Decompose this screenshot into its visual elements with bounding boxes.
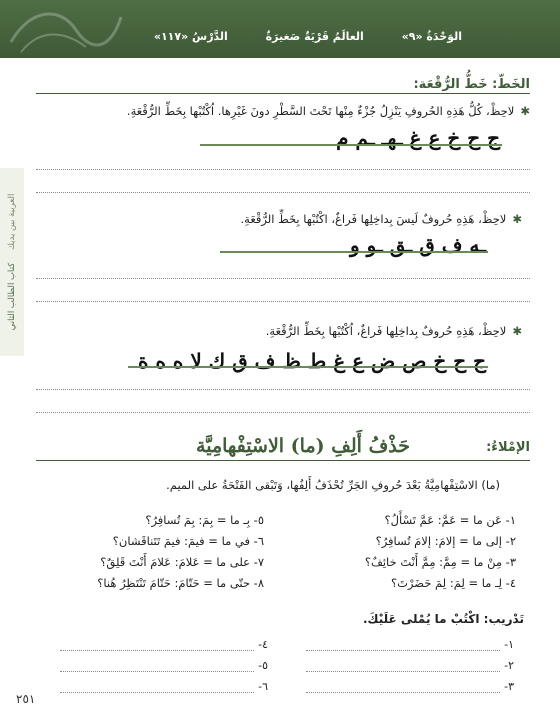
writing-line[interactable] bbox=[36, 412, 530, 413]
example-3: ٣- مِنْ ما = مِمَّ: مِمَّ أَنْتَ خائِفٌ؟ bbox=[364, 555, 516, 569]
practice-answer-line[interactable] bbox=[306, 671, 500, 672]
practice-answer-line[interactable] bbox=[60, 650, 254, 651]
example-1: ١- عَن ما = عَمَّ: عَمَّ تَسْأَلُ؟ bbox=[384, 513, 516, 527]
instruction-text: لاحِظْ، كُلُّ هَذِهِ الحُروفِ يَنْزِلُ جُزْءٌ مِنْها تَحْتَ السَّطْرِ دونَ غَيْرِها. اُكْتُبْها بِخَطِّ الرُّقْعَةِ. bbox=[126, 104, 515, 118]
practice-label-3: ٣- bbox=[504, 680, 514, 693]
practice-label-2: ٢- bbox=[504, 659, 514, 672]
example-7: ٧- على ما = عَلامَ: عَلامَ أَنْتَ قَلِقٌ؟ bbox=[100, 555, 264, 569]
star-icon: ✱ bbox=[520, 104, 530, 118]
calligraphy-title: الخَطّ: خَطُّ الرُّقْعَة: bbox=[413, 77, 530, 92]
page-header bbox=[0, 0, 560, 58]
writing-line[interactable] bbox=[36, 389, 530, 390]
lesson-info bbox=[120, 30, 462, 43]
dictation-rule: (ما) الاسْتِفْهامِيَّةُ بَعْدَ حُروفِ الجَرِّ تُحْذَفُ أَلِفُها، وَتَبْقى الفَتْحَةُ على الميم. bbox=[166, 478, 500, 492]
example-6: ٦- في ما = فيمَ: فيمَ تَتَناقَشان؟ bbox=[112, 534, 264, 548]
star-icon: ✱ bbox=[512, 324, 522, 338]
exercise-3-instruction bbox=[266, 324, 522, 338]
practice-label-1: ١- bbox=[504, 638, 514, 651]
unit-title: العالَمُ قَرْيَةٌ صَغيرَةٌ bbox=[265, 30, 364, 43]
exercise-1-sample: ج ح خ ع غ ـهـ ـم م bbox=[336, 126, 500, 150]
practice-label-4: ٤- bbox=[258, 638, 268, 651]
example-5: ٥- بِـ ما = بِمَ: بِمَ تُسافِرُ؟ bbox=[145, 513, 264, 527]
writing-line[interactable] bbox=[36, 169, 530, 170]
unit-label: الوَحْدَةُ «٩» bbox=[401, 30, 462, 43]
dictation-title: حَذْفُ أَلِفِ (ما) الاسْتِفْهامِيَّة bbox=[196, 435, 410, 457]
exercise-2-sample: ـه ف ق ـق ـو و bbox=[349, 233, 486, 257]
sample-baseline bbox=[220, 251, 488, 253]
practice-answer-line[interactable] bbox=[306, 650, 500, 651]
book-title: كتاب الطالب الثاني bbox=[7, 262, 17, 331]
sample-baseline bbox=[128, 366, 488, 368]
writing-line[interactable] bbox=[36, 278, 530, 279]
instruction-text: لاحِظْ، هَذِهِ حُروفٌ بِداخِلِها فَراغٌ، اُكْتُبْها بِخَطِّ الرُّقْعَةِ. bbox=[265, 324, 507, 338]
page-number: ٢٥١ bbox=[16, 692, 36, 706]
writing-line[interactable] bbox=[36, 301, 530, 302]
star-icon: ✱ bbox=[512, 212, 522, 226]
section-divider bbox=[36, 93, 530, 94]
writing-line[interactable] bbox=[36, 192, 530, 193]
section-divider bbox=[36, 460, 530, 461]
example-4: ٤- لِـ ما = لِمَ: لِمَ حَضَرْتَ؟ bbox=[391, 576, 516, 590]
example-8: ٨- حتّى ما = حَتّامَ: حَتّامَ تَنْتَظِرُ هُنا؟ bbox=[97, 576, 264, 590]
series-title: العربية بين يديك bbox=[7, 193, 17, 251]
lesson-label: الدَّرْسُ «١١٧» bbox=[153, 30, 228, 43]
practice-answer-line[interactable] bbox=[60, 692, 254, 693]
dictation-label: الإمْلاءُ: bbox=[486, 440, 530, 455]
decorative-swirl-icon bbox=[6, 2, 126, 56]
side-book-title bbox=[7, 194, 17, 331]
exercise-2-instruction bbox=[241, 212, 523, 226]
instruction-text: لاحِظْ، هَذِهِ حُروفٌ لَيسَ بِداخِلِها فَراغٌ، اكْتُبْها بِخَطِّ الرُّقْعَةِ. bbox=[240, 212, 507, 226]
exercise-3-sample: ج ح خ ص ض ع غ ط ظ ف ق ك لا ه ه ة bbox=[138, 349, 486, 373]
practice-answer-line[interactable] bbox=[306, 692, 500, 693]
sample-baseline bbox=[200, 144, 502, 146]
example-2: ٢- إلى ما = إلامَ: إلامَ تُسافِرُ؟ bbox=[375, 534, 516, 548]
practice-title: تَدْريب: اكْتُبْ ما يُمْلى عَلَيْكَ. bbox=[362, 612, 524, 626]
practice-label-6: ٦- bbox=[258, 680, 268, 693]
practice-answer-line[interactable] bbox=[60, 671, 254, 672]
practice-label-5: ٥- bbox=[258, 659, 268, 672]
exercise-1-instruction bbox=[127, 104, 530, 118]
